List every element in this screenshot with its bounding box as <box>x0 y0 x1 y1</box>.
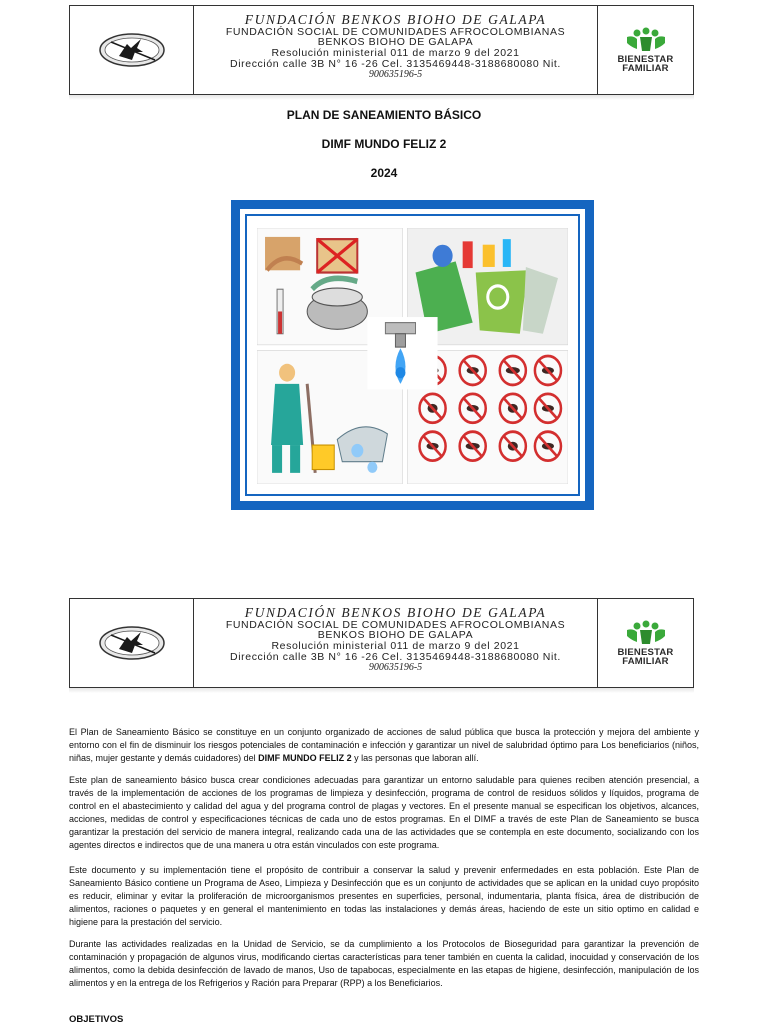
org-line1: FUNDACIÓN SOCIAL DE COMUNIDADES AFROCOLOMBIANAS <box>225 618 566 631</box>
plan-title: PLAN DE SANEAMIENTO BÁSICO <box>286 108 482 122</box>
paragraph-intro <box>69 726 699 765</box>
sanitation-collage-image <box>257 228 568 484</box>
org-nit: 900635196-5 <box>368 68 423 80</box>
org-title: FUNDACIÓN BENKOS BIOHO DE GALAPA <box>244 12 547 27</box>
org-line2: BENKOS BIOHO DE GALAPA <box>317 629 474 642</box>
year-title: 2024 <box>370 166 398 180</box>
org-resolution: Resolución ministerial 011 de marzo 9 del 2021 <box>271 640 520 653</box>
logo-right-line1: BIENESTAR <box>617 53 674 65</box>
header-shadow <box>69 95 694 100</box>
paragraph-biosafety: Durante las actividades realizadas en la Unidad de Servicio, se da cumplimiento a los Protocolos de Bioseguridad para garantizar la prevención de contaminación y propagación de algunos virus, modificando ciertas características para tener también en cuenta la calidad, inocuidad y conservación de los alimentos, como la debida desinfección de lavado de manos, Uso de tapabocas, especialmente en las etapas de higiene, desinfección, manipulación de los alimentos y en la entrega de los Refrigerios y Ración para Preparar (RPP) a los Beneficiarios. <box>69 939 699 988</box>
benkos-bioho-seal-icon <box>97 623 167 663</box>
header-right-cell <box>598 599 693 687</box>
logo-right-line1: BIENESTAR <box>617 646 674 658</box>
paragraph-intro-text-b: y las personas que laboran allí. <box>351 753 479 763</box>
logo-right-line2: FAMILIAR <box>622 63 669 74</box>
paragraph-document-purpose: Este documento y su implementación tiene el propósito de contribuir a conservar la salud y prevenir enfermedades en esta población. Este Plan de Saneamiento Básico contiene un Programa de Aseo, Limpieza y Desinfección que es un conjunto de actividades que se aplican en la unidad cuyo propósito es reducir, eliminar y evitar la proliferación de microorganismos presentes en superficies, personal, indumentaria, planta física, área de distribución de alimentos, raciones o paquetes y en general el mantenimiento en todas las instalaciones y demás áreas, haciendo de este un sitio optimo en calidad e higiene para la prestación del servicio. <box>69 865 699 927</box>
header-left-cell <box>70 599 194 687</box>
header-center-cell <box>194 599 598 687</box>
org-line1: FUNDACIÓN SOCIAL DE COMUNIDADES AFROCOLOMBIANAS <box>225 25 566 38</box>
header-left-cell <box>70 6 194 94</box>
org-line2: BENKOS BIOHO DE GALAPA <box>317 36 474 49</box>
center-title: DIMF MUNDO FELIZ 2 <box>321 137 447 151</box>
benkos-bioho-seal-icon <box>97 30 167 70</box>
sanitation-collage-frame <box>231 200 594 510</box>
bienestar-familiar-logo-icon <box>623 27 669 53</box>
header-table-top <box>69 5 694 95</box>
header-table-second <box>69 598 694 688</box>
org-resolution: Resolución ministerial 011 de marzo 9 del 2021 <box>271 47 520 60</box>
header-center-cell <box>194 6 598 94</box>
paragraph-intro-center-name: DIMF MUNDO FELIZ 2 <box>258 753 352 763</box>
org-address: Dirección calle 3B N° 16 -26 Cel. 3135469448-3188680080 Nit. <box>230 650 561 663</box>
paragraph-plan-purpose: Este plan de saneamiento básico busca crear condiciones adecuadas para garantizar un entorno saludable para quienes reciben atención presencial, a través de la implementación de acciones de los programas de limpieza y desinfección, programa de control de residuos sólidos y líquidos, programa de control en el abastecimiento y calidad del agua y del programa control de plagas y vectores. En el presente manual se especifican los objetivos, alcances, acciones, medidas de control y especificaciones técnicas de cada uno de estos programas. En el DIMF a través de este Plan de Saneamiento se busca garantizar la prestación del servicio de manera integral, realizando cada una de las actividades que se contempla en este documento, socializando con los agentes directos e indirectos que de una manera u otra están vinculados con este programa. <box>69 775 699 850</box>
org-nit: 900635196-5 <box>368 661 423 673</box>
header-shadow <box>69 688 694 693</box>
logo-right-line2: FAMILIAR <box>622 656 669 667</box>
org-address: Dirección calle 3B N° 16 -26 Cel. 3135469448-3188680080 Nit. <box>230 57 561 70</box>
bienestar-familiar-logo-icon <box>623 620 669 646</box>
org-title: FUNDACIÓN BENKOS BIOHO DE GALAPA <box>244 605 547 620</box>
objectives-heading: OBJETIVOS <box>69 1014 124 1024</box>
header-right-cell <box>598 6 693 94</box>
paragraph-intro-text-a: El Plan de Saneamiento Básico se constituye en un conjunto organizado de acciones de salud pública que busca la protección y mejora del ambiente y entorno con el fin de disminuir los riesgos potenciales de contaminación e infección y garantizar un nivel de salubridad óptimo para Los beneficiarios (niños, niñas, mujer gestante y demás cuidadores) del <box>69 727 699 763</box>
